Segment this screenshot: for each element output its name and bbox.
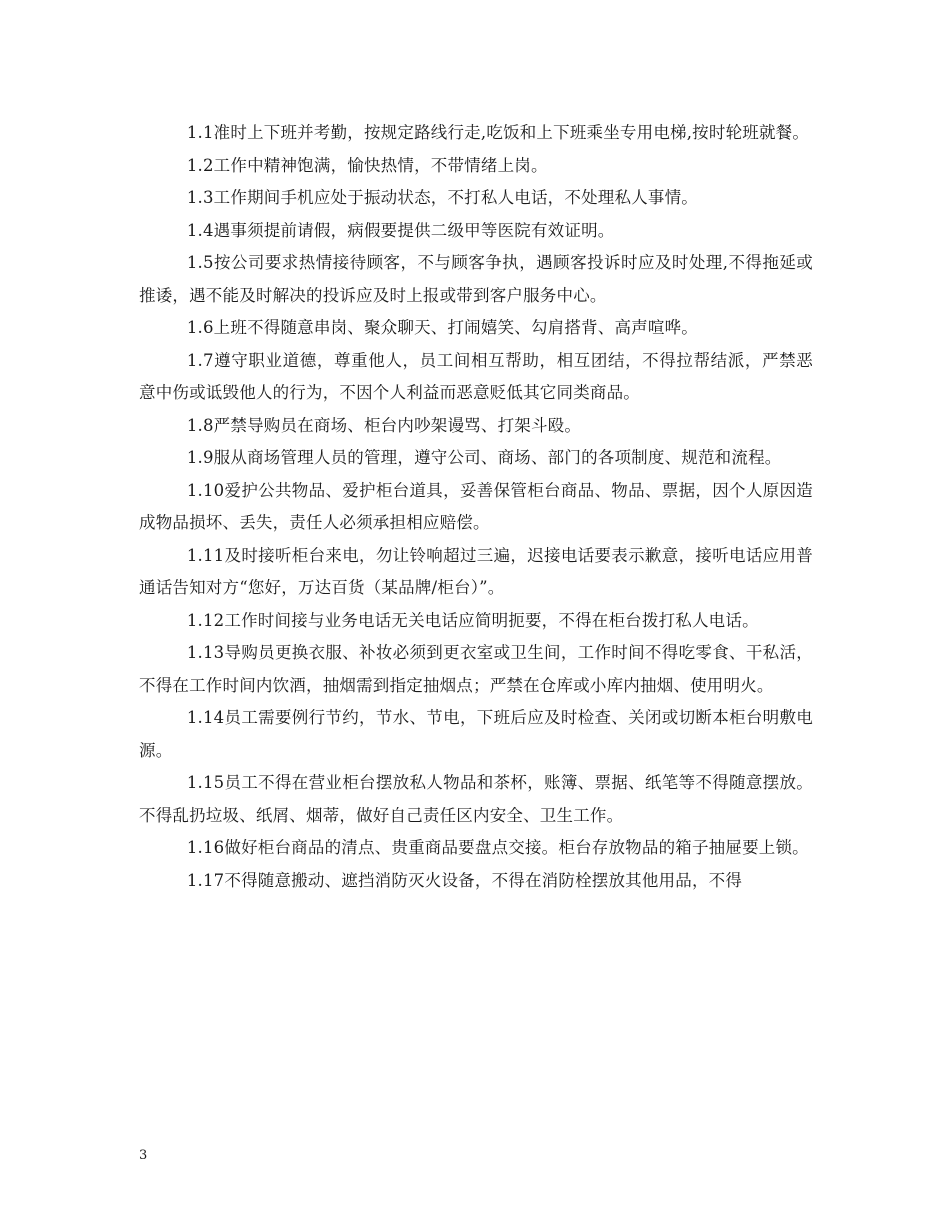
paragraph-1-16: 1.16做好柜台商品的清点、贵重商品要盘点交接。柜台存放物品的箱子抽屉要上锁。: [186, 838, 809, 857]
paragraph-1-1: 1.1准时上下班并考勤，按规定路线行走,吃饭和上下班乘坐专用电梯,按时轮班就餐。: [186, 123, 810, 142]
paragraph-1-7: 1.7遵守职业道德，尊重他人，员工间相互帮助，相互团结，不得拉帮结派，严禁恶意中伤或诋毁他人的行为，不因个人利益而恶意贬低其它同类商品。: [139, 350, 813, 402]
paragraph-1-2: 1.2工作中精神饱满，愉快热情，不带情绪上岗。: [186, 155, 548, 175]
paragraph-1-5: 1.5按公司要求热情接待顾客，不与顾客争执，遇顾客投诉时应及时处理,不得拖延或推诿，遇不能及时解决的投诉应及时上报或带到客户服务中心。: [139, 253, 813, 305]
paragraph-1-17: 1.17不得随意搬动、遮挡消防灭火设备，不得在消防栓摆放其他用品，不得: [186, 870, 743, 890]
paragraph-1-4: 1.4遇事须提前请假，病假要提供二级甲等医院有效证明。: [186, 220, 615, 240]
document-body: [139, 117, 813, 897]
paragraph-1-8: 1.8严禁导购员在商场、柜台内吵架谩骂、打架斗殴。: [186, 415, 582, 435]
paragraph-1-9: 1.9服从商场管理人员的管理，遵守公司、商场、部门的各项制度、规范和流程。: [186, 448, 782, 467]
paragraph-1-11: 1.11及时接听柜台来电，勿让铃响超过三遍，迟接电话要表示歉意，接听电话应用普通话告知对方“您好，万达百货（某品牌/柜台）”。: [139, 545, 813, 597]
paragraph-1-14: 1.14员工需要例行节约，节水、节电，下班后应及时检查、关闭或切断本柜台明敷电源。: [139, 708, 813, 760]
page-number: 3: [139, 1148, 148, 1163]
paragraph-1-12: 1.12工作时间接与业务电话无关电话应简明扼要，不得在柜台拨打私人电话。: [186, 610, 759, 630]
paragraph-1-13: 1.13导购员更换衣服、补妆必须到更衣室或卫生间，工作时间不得吃零食、干私活，不得在工作时间内饮酒，抽烟需到指定抽烟点；严禁在仓库或小库内抽烟、使用明火。: [139, 643, 813, 695]
paragraph-1-10: 1.10爱护公共物品、爱护柜台道具，妥善保管柜台商品、物品、票据，因个人原因造成物品损坏、丢失，责任人必须承担相应赔偿。: [139, 480, 813, 532]
paragraph-1-3: 1.3工作期间手机应处于振动状态，不打私人电话，不处理私人事情。: [186, 188, 698, 207]
paragraph-1-6: 1.6上班不得随意串岗、聚众聊天、打闹嬉笑、勾肩搭背、高声喧哗。: [186, 318, 698, 337]
paragraph-1-15: 1.15员工不得在营业柜台摆放私人物品和茶杯，账簿、票据、纸笔等不得随意摆放。不得乱扔垃圾、纸屑、烟蒂，做好自己责任区内安全、卫生工作。: [139, 773, 813, 825]
